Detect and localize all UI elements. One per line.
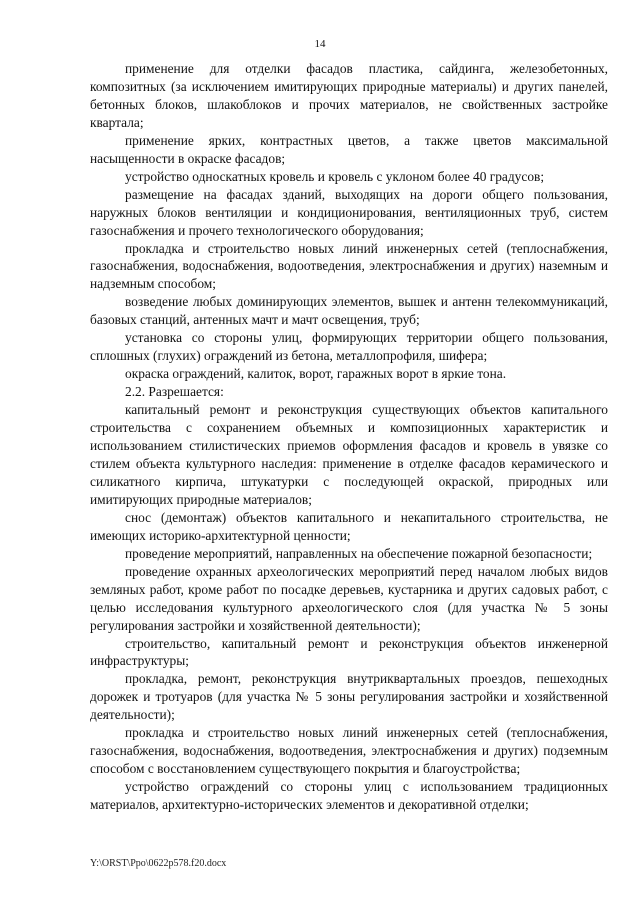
paragraph-driveways: прокладка, ремонт, реконструкция внутриквартальных проездов, пешеходных дорожек и тротуаров (для участка № 5 зоны регулирования застройки и хозяйственной деятельности); [90,671,608,723]
paragraph-infrastructure: строительство, капитальный ремонт и реконструкция объектов инженерной инфраструктуры; [90,635,608,669]
paragraph-facade-equipment-ban: размещение на фасадах зданий, выходящих на дороги общего пользования, наружных блоков вентиляции и кондиционирования, вентиляционных труб, систем газоснабжения и прочего технологического оборудования; [90,186,608,238]
paragraph-underground-networks: прокладка и строительство новых линий инженерных сетей (теплоснабжения, газоснабжения, водоснабжения, водоотведения, электроснабжения и других) подземным способом с восстановлением существующего покрытия и благоустройства; [90,725,608,777]
paragraph-fire-safety: проведение мероприятий, направленных на обеспечение пожарной безопасности; [125,545,593,561]
paragraph-archaeology: проведение охранных археологических мероприятий перед началом любых видов земляных работ, кроме работ по посадке деревьев, кустарника и других садовых работ, с целью исследования культурного археологического слоя (для участка № 5 зоны регулирования застройки и хозяйственной деятельности); [90,563,608,633]
paragraph-overground-networks-ban: прокладка и строительство новых линий инженерных сетей (теплоснабжения, газоснабжения, водоснабжения, водоотведения, электроснабжения и других) наземным и надземным способом; [90,240,608,292]
paragraph-bright-colors-ban: применение ярких, контрастных цветов, а также цветов максимальной насыщенности в окраске фасадов; [90,132,608,166]
paragraph-solid-fences-ban: установка со стороны улиц, формирующих территории общего пользования, сплошных (глухих) ограждений из бетона, металлопрофиля, шифера; [90,330,608,364]
paragraph-demolition: снос (демонтаж) объектов капитального и некапитального строительства, не имеющих историко-архитектурной ценности; [90,509,608,543]
paragraph-fence-painting-ban: окраска ограждений, калиток, ворот, гаражных ворот в яркие тона. [125,366,507,382]
paragraph-repair-reconstruction: капитальный ремонт и реконструкция существующих объектов капитального строительства с сохранением объемных и композиционных характеристик и использованием стилистических приемов оформления фасадов и кровель в увязке со стилем объекта культурного наследия: применение в отделке фасадов керамического и силикатного кирпича, штукатурки с последующей окраской, природных или имитирующих природные материалов; [90,402,608,507]
footer-file-path: Y:\ORST\Ppo\0622p578.f20.docx [90,858,227,869]
paragraph-roof-slope-ban: устройство односкатных кровель и кровель с уклоном более 40 градусов; [125,168,545,184]
document-body [90,60,608,814]
paragraph-facade-materials-ban: применение для отделки фасадов пластика, сайдинга, железобетонных, композитных (за исключением имитирующих природные материалы) и других панелей, бетонных блоков, шлакоблоков и прочих материалов, не свойственных застройке квартала; [90,61,608,130]
page-number: 14 [314,38,326,50]
paragraph-towers-ban: возведение любых доминирующих элементов, вышек и антенн телекоммуникаций, базовых станций, антенных мачт и мачт освещения, труб; [90,294,608,328]
section-heading-allowed: 2.2. Разрешается: [125,384,224,400]
paragraph-street-fences: устройство ограждений со стороны улиц с использованием традиционных материалов, архитектурно-исторических элементов и декоративной отделки; [90,779,608,813]
